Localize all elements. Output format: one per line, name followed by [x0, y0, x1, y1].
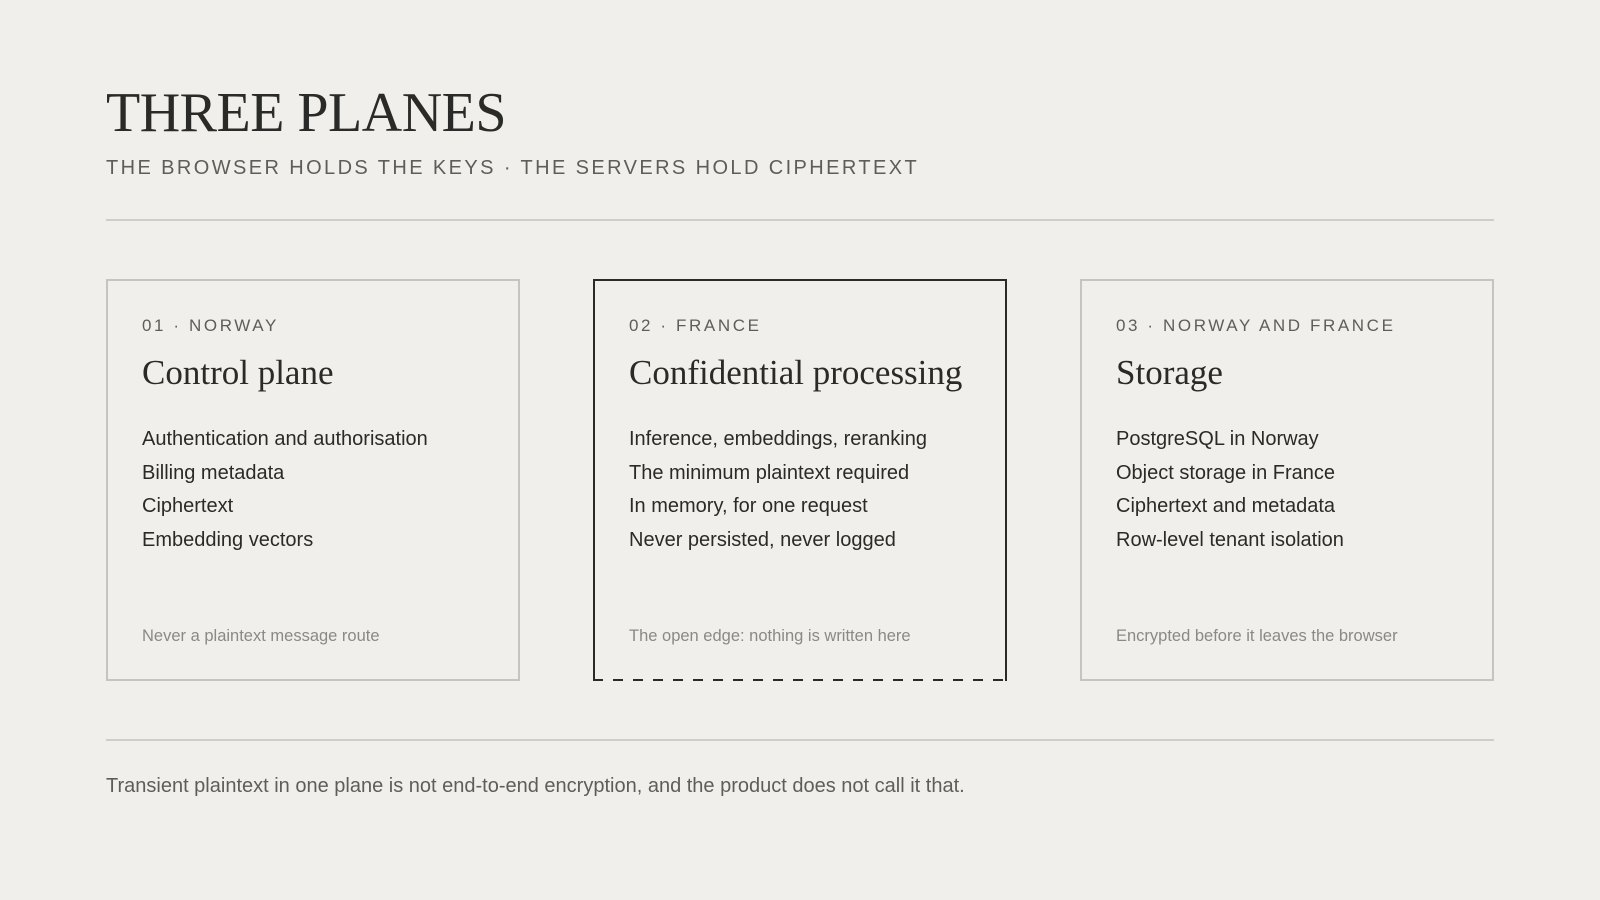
footer-note: Transient plaintext in one plane is not end-to-end encryption, and the product does not call it that.	[106, 775, 965, 797]
card-confidential-processing	[593, 279, 1007, 681]
list-item: Authentication and authorisation	[142, 428, 428, 450]
list-item: In memory, for one request	[629, 495, 868, 517]
card-title: Control plane	[142, 353, 334, 392]
list-item: Row-level tenant isolation	[1116, 528, 1344, 551]
list-item: PostgreSQL in Norway	[1116, 428, 1319, 450]
card-item-list	[1116, 423, 1492, 557]
card-eyebrow: 02 · FRANCE	[629, 316, 762, 335]
card-item-list	[142, 423, 518, 557]
dashed-open-edge	[593, 679, 1007, 681]
card-title: Storage	[1116, 353, 1223, 392]
card-title: Confidential processing	[629, 353, 963, 392]
list-item: Embedding vectors	[142, 528, 314, 551]
card-item-list	[629, 423, 1005, 557]
card-control-plane	[106, 279, 520, 681]
page-subtitle: THE BROWSER HOLDS THE KEYS · THE SERVERS HOLD CIPHERTEXT	[106, 157, 920, 179]
list-item: Billing metadata	[142, 461, 285, 484]
card-note: Never a plaintext message route	[142, 627, 380, 645]
bottom-divider	[106, 739, 1494, 741]
card-note: The open edge: nothing is written here	[629, 627, 911, 645]
top-divider	[106, 219, 1494, 221]
list-item: Never persisted, never logged	[629, 528, 896, 551]
list-item: Ciphertext and metadata	[1116, 495, 1336, 517]
list-item: Object storage in France	[1116, 461, 1335, 484]
page-title: THREE PLANES	[106, 82, 506, 144]
card-storage	[1080, 279, 1494, 681]
card-eyebrow: 03 · NORWAY AND FRANCE	[1116, 316, 1396, 335]
list-item: Inference, embeddings, reranking	[629, 428, 927, 450]
list-item: Ciphertext	[142, 495, 234, 517]
list-item: The minimum plaintext required	[629, 461, 910, 484]
card-eyebrow: 01 · NORWAY	[142, 316, 279, 335]
card-note: Encrypted before it leaves the browser	[1116, 627, 1398, 645]
planes-row	[106, 279, 1494, 681]
